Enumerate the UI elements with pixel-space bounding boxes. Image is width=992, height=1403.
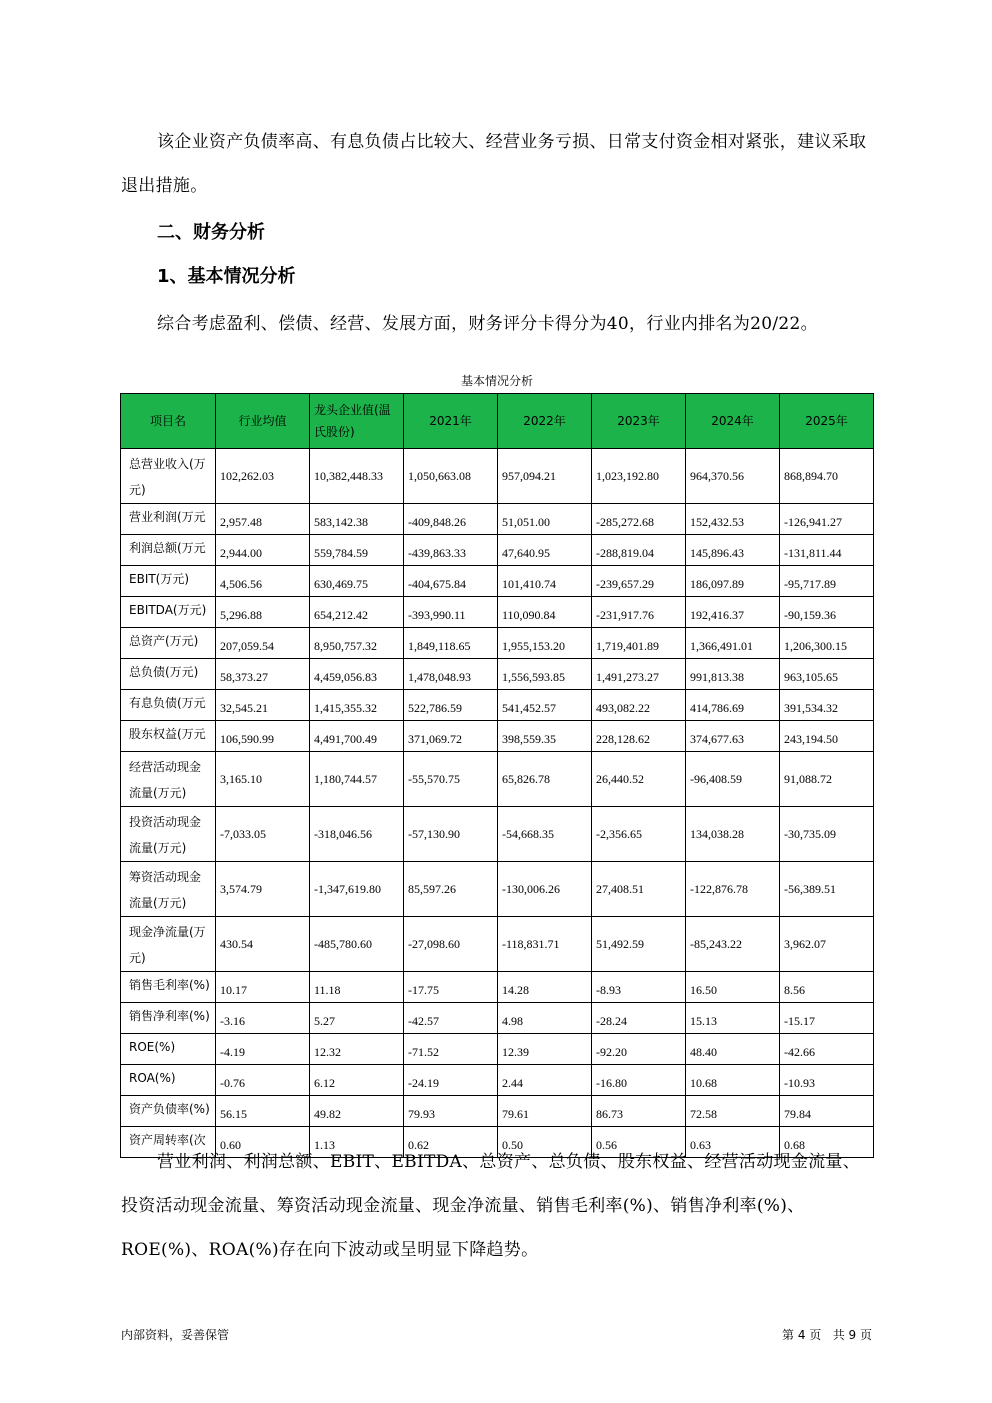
table-cell: 72.58 xyxy=(686,1096,780,1127)
table-header-cell: 2023年 xyxy=(592,394,686,449)
table-cell: -122,876.78 xyxy=(686,862,780,917)
table-cell: -3.16 xyxy=(216,1003,310,1034)
table-cell: 192,416.37 xyxy=(686,597,780,628)
row-label: ROE(%) xyxy=(121,1034,216,1065)
table-cell: -92.20 xyxy=(592,1034,686,1065)
table-header-cell: 2022年 xyxy=(498,394,592,449)
basic-analysis-table xyxy=(120,393,874,1158)
table-cell: 79.84 xyxy=(780,1096,874,1127)
table-cell: 0.56 xyxy=(592,1127,686,1158)
table-caption: 基本情况分析 xyxy=(460,374,533,388)
table-cell: 583,142.38 xyxy=(310,504,404,535)
table-header-cell: 龙头企业值(温氏股份) xyxy=(310,394,404,449)
table-cell: 1,955,153.20 xyxy=(498,628,592,659)
table-row xyxy=(121,752,874,807)
table-row xyxy=(121,1065,874,1096)
table-cell: -95,717.89 xyxy=(780,566,874,597)
row-label: EBITDA(万元) xyxy=(121,597,216,628)
table-header-cell: 项目名 xyxy=(121,394,216,449)
table-cell: -393,990.11 xyxy=(404,597,498,628)
table-cell: 8.56 xyxy=(780,972,874,1003)
table-cell: 3,574.79 xyxy=(216,862,310,917)
table-cell: 559,784.59 xyxy=(310,535,404,566)
table-cell: 0.60 xyxy=(216,1127,310,1158)
table-cell: -55,570.75 xyxy=(404,752,498,807)
table-cell: -71.52 xyxy=(404,1034,498,1065)
row-label: 投资活动现金流量(万元) xyxy=(121,807,216,862)
table-cell: -16.80 xyxy=(592,1065,686,1096)
table-cell: 145,896.43 xyxy=(686,535,780,566)
table-row xyxy=(121,566,874,597)
table-row xyxy=(121,504,874,535)
table-cell: 26,440.52 xyxy=(592,752,686,807)
table-cell: -404,675.84 xyxy=(404,566,498,597)
table-cell: 4,459,056.83 xyxy=(310,659,404,690)
table-row xyxy=(121,597,874,628)
table-cell: 79.93 xyxy=(404,1096,498,1127)
table-cell: 1,050,663.08 xyxy=(404,449,498,504)
table-cell: 91,088.72 xyxy=(780,752,874,807)
table-cell: 4,506.56 xyxy=(216,566,310,597)
table-cell: 106,590.99 xyxy=(216,721,310,752)
row-label: 总资产(万元) xyxy=(121,628,216,659)
table-cell: -7,033.05 xyxy=(216,807,310,862)
table-cell: 1.13 xyxy=(310,1127,404,1158)
table-cell: 47,640.95 xyxy=(498,535,592,566)
table-cell: 963,105.65 xyxy=(780,659,874,690)
table-cell: 4,491,700.49 xyxy=(310,721,404,752)
table-cell: 541,452.57 xyxy=(498,690,592,721)
row-label: 营业利润(万元 xyxy=(121,504,216,535)
table-cell: 5,296.88 xyxy=(216,597,310,628)
table-cell: 1,023,192.80 xyxy=(592,449,686,504)
table-cell: 430.54 xyxy=(216,917,310,972)
table-cell: -2,356.65 xyxy=(592,807,686,862)
table-cell: 493,082.22 xyxy=(592,690,686,721)
table-cell: 6.12 xyxy=(310,1065,404,1096)
table-cell: 16.50 xyxy=(686,972,780,1003)
summary-paragraph: 综合考虑盈利、偿债、经营、发展方面，财务评分卡得分为40，行业内排名为20/22。 xyxy=(157,314,818,334)
table-cell: 32,545.21 xyxy=(216,690,310,721)
footer-left: 内部资料，妥善保管 xyxy=(121,1328,230,1342)
row-label: 经营活动现金流量(万元) xyxy=(121,752,216,807)
table-cell: -17.75 xyxy=(404,972,498,1003)
row-label: 股东权益(万元 xyxy=(121,721,216,752)
table-cell: -130,006.26 xyxy=(498,862,592,917)
table-cell: -56,389.51 xyxy=(780,862,874,917)
table-cell: 56.15 xyxy=(216,1096,310,1127)
table-cell: -8.93 xyxy=(592,972,686,1003)
row-label: 现金净流量(万元) xyxy=(121,917,216,972)
table-cell: -24.19 xyxy=(404,1065,498,1096)
intro-paragraph: 该企业资产负债率高、有息负债占比较大、经营业务亏损、日常支付资金相对紧张，建议采取退出措施。 xyxy=(121,132,867,196)
table-row xyxy=(121,449,874,504)
table-cell: 1,415,355.32 xyxy=(310,690,404,721)
row-label: 利润总额(万元 xyxy=(121,535,216,566)
table-cell: 8,950,757.32 xyxy=(310,628,404,659)
table-header-row xyxy=(121,394,874,449)
table-cell: 1,556,593.85 xyxy=(498,659,592,690)
table-cell: 391,534.32 xyxy=(780,690,874,721)
table-body xyxy=(121,449,874,1158)
table-cell: 11.18 xyxy=(310,972,404,1003)
row-label: 总营业收入(万元) xyxy=(121,449,216,504)
section-heading: 二、财务分析 xyxy=(157,222,265,243)
table-row xyxy=(121,690,874,721)
table-cell: 3,962.07 xyxy=(780,917,874,972)
table-cell: -285,272.68 xyxy=(592,504,686,535)
table-cell: 65,826.78 xyxy=(498,752,592,807)
table-cell: 152,432.53 xyxy=(686,504,780,535)
table-cell: 654,212.42 xyxy=(310,597,404,628)
table-cell: 0.63 xyxy=(686,1127,780,1158)
table-cell: -54,668.35 xyxy=(498,807,592,862)
table-cell: 14.28 xyxy=(498,972,592,1003)
table-header-cell: 2024年 xyxy=(686,394,780,449)
table-cell: 1,366,491.01 xyxy=(686,628,780,659)
table-cell: 4.98 xyxy=(498,1003,592,1034)
table-cell: 134,038.28 xyxy=(686,807,780,862)
table-cell: 15.13 xyxy=(686,1003,780,1034)
table-row xyxy=(121,721,874,752)
table-cell: 110,090.84 xyxy=(498,597,592,628)
row-label: 资产负债率(%) xyxy=(121,1096,216,1127)
table-cell: -30,735.09 xyxy=(780,807,874,862)
table-cell: 10,382,448.33 xyxy=(310,449,404,504)
table-cell: -85,243.22 xyxy=(686,917,780,972)
table-cell: 10.17 xyxy=(216,972,310,1003)
table-cell: 12.39 xyxy=(498,1034,592,1065)
table-cell: 957,094.21 xyxy=(498,449,592,504)
table-cell: 207,059.54 xyxy=(216,628,310,659)
table-cell: -90,159.36 xyxy=(780,597,874,628)
table-cell: -1,347,619.80 xyxy=(310,862,404,917)
row-label: 筹资活动现金流量(万元) xyxy=(121,862,216,917)
table-cell: 186,097.89 xyxy=(686,566,780,597)
table-cell: 2.44 xyxy=(498,1065,592,1096)
table-row xyxy=(121,659,874,690)
table-row xyxy=(121,1034,874,1065)
table-cell: -28.24 xyxy=(592,1003,686,1034)
row-label: 总负债(万元) xyxy=(121,659,216,690)
table-header-cell: 行业均值 xyxy=(216,394,310,449)
table-cell: -439,863.33 xyxy=(404,535,498,566)
table-cell: 51,051.00 xyxy=(498,504,592,535)
table-cell: 1,478,048.93 xyxy=(404,659,498,690)
table-cell: -4.19 xyxy=(216,1034,310,1065)
table-cell: -42.66 xyxy=(780,1034,874,1065)
table-cell: 991,813.38 xyxy=(686,659,780,690)
table-cell: -485,780.60 xyxy=(310,917,404,972)
table-cell: 5.27 xyxy=(310,1003,404,1034)
table-header-cell: 2025年 xyxy=(780,394,874,449)
table-row xyxy=(121,628,874,659)
trend-paragraph: 营业利润、利润总额、EBIT、EBITDA、总资产、总负债、股东权益、经营活动现金流量、投资活动现金流量、筹资活动现金流量、现金净流量、销售毛利率(%)、销售净利率(%)、ROE(%)、ROA(%)存在向下波动或呈明显下降趋势。 xyxy=(121,1152,861,1260)
table-cell: 1,719,401.89 xyxy=(592,628,686,659)
table-cell: -96,408.59 xyxy=(686,752,780,807)
table-cell: 3,165.10 xyxy=(216,752,310,807)
table-cell: 228,128.62 xyxy=(592,721,686,752)
table-cell: -0.76 xyxy=(216,1065,310,1096)
table-cell: 79.61 xyxy=(498,1096,592,1127)
row-label: ROA(%) xyxy=(121,1065,216,1096)
row-label: 有息负债(万元 xyxy=(121,690,216,721)
table-cell: -131,811.44 xyxy=(780,535,874,566)
table-row xyxy=(121,1003,874,1034)
table-cell: 86.73 xyxy=(592,1096,686,1127)
table-cell: -231,917.76 xyxy=(592,597,686,628)
row-label: 资产周转率(次 xyxy=(121,1127,216,1158)
table-cell: 964,370.56 xyxy=(686,449,780,504)
table-cell: 58,373.27 xyxy=(216,659,310,690)
table-cell: 101,410.74 xyxy=(498,566,592,597)
table-cell: 522,786.59 xyxy=(404,690,498,721)
row-label: EBIT(万元) xyxy=(121,566,216,597)
table-cell: 868,894.70 xyxy=(780,449,874,504)
table-cell: 1,206,300.15 xyxy=(780,628,874,659)
table-cell: -318,046.56 xyxy=(310,807,404,862)
table-cell: 1,180,744.57 xyxy=(310,752,404,807)
table-row xyxy=(121,535,874,566)
table-cell: 243,194.50 xyxy=(780,721,874,752)
table-cell: -118,831.71 xyxy=(498,917,592,972)
table-cell: 398,559.35 xyxy=(498,721,592,752)
table-cell: -409,848.26 xyxy=(404,504,498,535)
table-cell: -239,657.29 xyxy=(592,566,686,597)
table-cell: 414,786.69 xyxy=(686,690,780,721)
subsection-heading: 1、基本情况分析 xyxy=(157,266,296,287)
table-cell: 1,849,118.65 xyxy=(404,628,498,659)
table-cell: 51,492.59 xyxy=(592,917,686,972)
row-label: 销售毛利率(%) xyxy=(121,972,216,1003)
table-header-cell: 2021年 xyxy=(404,394,498,449)
table-row xyxy=(121,972,874,1003)
footer-page-number: 第 4 页 共 9 页 xyxy=(782,1328,872,1342)
table-row xyxy=(121,1096,874,1127)
table-cell: 0.50 xyxy=(498,1127,592,1158)
table-cell: 1,491,273.27 xyxy=(592,659,686,690)
table-row xyxy=(121,917,874,972)
table-cell: -27,098.60 xyxy=(404,917,498,972)
table-cell: 630,469.75 xyxy=(310,566,404,597)
row-label: 销售净利率(%) xyxy=(121,1003,216,1034)
table-cell: 12.32 xyxy=(310,1034,404,1065)
table-cell: 2,944.00 xyxy=(216,535,310,566)
table-cell: 374,677.63 xyxy=(686,721,780,752)
table-cell: 102,262.03 xyxy=(216,449,310,504)
table-cell: 10.68 xyxy=(686,1065,780,1096)
table-cell: 48.40 xyxy=(686,1034,780,1065)
table-cell: 0.68 xyxy=(780,1127,874,1158)
table-cell: -288,819.04 xyxy=(592,535,686,566)
table-row xyxy=(121,862,874,917)
table-cell: 49.82 xyxy=(310,1096,404,1127)
table-cell: -42.57 xyxy=(404,1003,498,1034)
table-cell: 85,597.26 xyxy=(404,862,498,917)
table-cell: -57,130.90 xyxy=(404,807,498,862)
table-cell: 371,069.72 xyxy=(404,721,498,752)
table-cell: 0.62 xyxy=(404,1127,498,1158)
table-cell: -10.93 xyxy=(780,1065,874,1096)
table-cell: -15.17 xyxy=(780,1003,874,1034)
table-cell: 27,408.51 xyxy=(592,862,686,917)
table-cell: 2,957.48 xyxy=(216,504,310,535)
table-row xyxy=(121,807,874,862)
table-cell: -126,941.27 xyxy=(780,504,874,535)
